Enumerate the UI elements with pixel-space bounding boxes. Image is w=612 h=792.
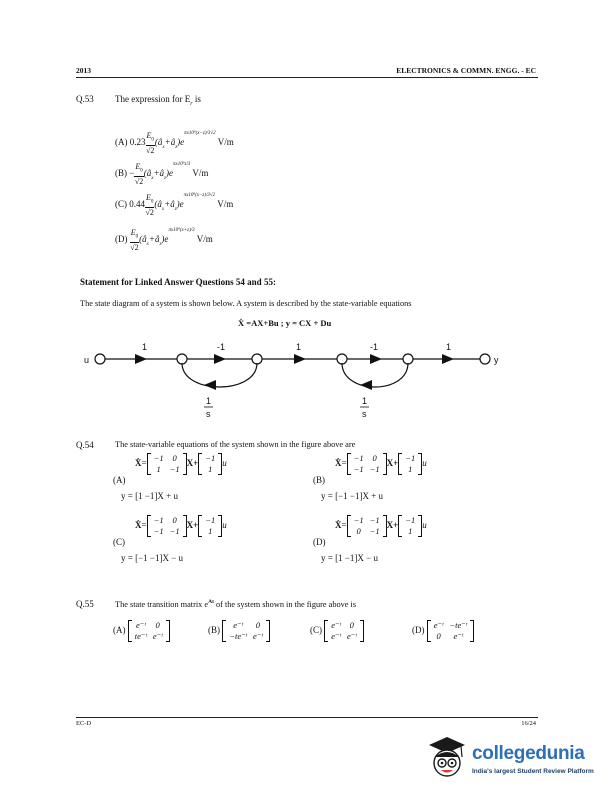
option-label: (D)	[313, 537, 326, 547]
matrix-cell: −1	[353, 453, 364, 463]
e0-fraction: $\frac{E_0}{√2}$	[146, 131, 155, 155]
matrix-cell: 1	[408, 526, 413, 536]
matrix-cell: −1	[153, 453, 164, 463]
matrix-cell: −1	[205, 515, 216, 525]
feedback-loop-2	[342, 363, 408, 387]
gain-4: -1	[370, 342, 379, 352]
matrix-cell: te⁻ᵗ	[134, 631, 147, 641]
header-rule	[76, 77, 538, 78]
state-equation: Ẋ= −1 0 1 −1 X+ −1 1 u	[135, 453, 227, 474]
unit-vector: $(â_x+â_z)e$	[139, 233, 169, 247]
transition-matrix	[128, 620, 170, 642]
option-label: (C)	[310, 625, 322, 636]
footer-page: 16/24	[521, 720, 536, 727]
option-label: (D)	[412, 625, 425, 636]
matrix-cell: e⁻ᵗ	[433, 620, 444, 630]
gain-2: -1	[217, 342, 226, 352]
option-label: (B)	[208, 625, 220, 636]
a-matrix	[147, 515, 187, 537]
q55-text: The state transition matrix $e^{At}$ of the system shown in the figure above is	[115, 599, 357, 609]
option-unit: V/m	[217, 136, 234, 147]
gain-5: 1	[446, 342, 452, 352]
e0-fraction: $\frac{E_0}{√2}$	[134, 162, 144, 186]
q55-number: Q.55	[76, 599, 94, 609]
transition-matrix	[324, 620, 363, 642]
feedback-loop-1	[182, 363, 257, 387]
matrix-cell: e⁻ᵗ	[453, 631, 464, 641]
output-label: y	[494, 355, 499, 365]
matrix-cell: −1	[205, 453, 216, 463]
header-year: 2013	[76, 66, 91, 75]
option-coef: 0.44	[129, 198, 145, 209]
footer-rule	[76, 717, 538, 718]
matrix-cell: −1	[169, 464, 180, 474]
node-2	[252, 354, 262, 364]
arrow-2	[214, 354, 226, 364]
q53-option-c[interactable]	[115, 193, 233, 217]
output-equation: y = [1 −1]X − u	[321, 553, 378, 563]
matrix-cell: 1	[408, 464, 413, 474]
a-matrix	[347, 515, 387, 537]
arrow-1	[135, 354, 147, 364]
option-label: (B)	[313, 475, 325, 485]
option-label: (B)	[115, 167, 127, 178]
q53-option-b[interactable]	[115, 162, 208, 186]
gain-1: 1	[142, 342, 148, 352]
brand-logo[interactable]	[425, 735, 605, 785]
matrix-cell: 1	[208, 526, 213, 536]
matrix-cell: e⁻ᵗ	[346, 631, 357, 641]
b-matrix	[198, 453, 222, 475]
transition-matrix	[427, 620, 474, 642]
matrix-cell: −te⁻ᵗ	[229, 631, 248, 641]
feedback-1-den: s	[206, 409, 211, 419]
q53-number: Q.53	[76, 94, 94, 104]
matrix-cell: e⁻ᵗ	[135, 620, 146, 630]
node-output	[480, 354, 490, 364]
matrix-cell: e⁻ᵗ	[152, 631, 163, 641]
node-4	[403, 354, 413, 364]
unit-vector: $(â_x+â_z)e$	[154, 198, 184, 212]
matrix-cell: e⁻ᵗ	[331, 631, 341, 641]
q55-option-c[interactable]	[310, 620, 364, 642]
q54-text: The state-variable equations of the system shown in the figure above are	[115, 440, 356, 449]
b-matrix	[198, 515, 222, 537]
feedback-arrow-2	[360, 380, 372, 390]
q53-option-a[interactable]	[115, 131, 234, 155]
matrix-cell: −1	[153, 515, 164, 525]
linked-statement: The state diagram of a system is shown below. A system is described by the state-variable equations	[80, 299, 412, 308]
feedback-2-den: s	[362, 409, 367, 419]
matrix-cell: 0	[436, 631, 441, 641]
option-label: (A)	[113, 475, 126, 485]
b-matrix	[398, 515, 422, 537]
e0-fraction: $\frac{E_0}{√2}$	[145, 193, 154, 217]
matrix-cell: −1	[353, 515, 364, 525]
e0-fraction: $\frac{E_0}{√2}$	[130, 228, 139, 252]
option-unit: V/m	[217, 198, 234, 209]
matrix-cell: 0	[255, 620, 261, 630]
option-label: (A)	[113, 625, 126, 636]
feedback-1-num: 1	[206, 396, 212, 406]
state-equation: Ẋ= −1 −1 0 −1 X+ −1 1 u	[335, 515, 427, 536]
arrow-5	[442, 354, 454, 364]
matrix-cell: −1	[369, 464, 380, 474]
mascot-icon	[425, 735, 469, 785]
matrix-cell: 0	[172, 515, 177, 525]
unit-vector: $(â_x+â_z)e$	[143, 167, 173, 181]
node-3	[337, 354, 347, 364]
gain-3: 1	[296, 342, 302, 352]
a-matrix	[347, 453, 387, 475]
matrix-cell: 0	[349, 620, 354, 630]
exponent: πx10⁹(x+z)/3	[168, 228, 195, 233]
arrow-4	[370, 354, 382, 364]
matrix-cell: 0	[372, 453, 377, 463]
option-coef: 0.23	[129, 136, 146, 147]
q55-option-a[interactable]	[113, 620, 170, 642]
matrix-cell: −1	[353, 464, 364, 474]
transition-matrix	[222, 620, 269, 642]
matrix-cell: −te⁻ᵗ	[449, 620, 468, 630]
matrix-cell: 0	[155, 620, 160, 630]
output-equation: y = [−1 −1]X − u	[121, 553, 184, 563]
q53-option-d[interactable]	[115, 228, 213, 252]
a-matrix	[147, 453, 187, 475]
q55-option-d[interactable]	[412, 620, 474, 642]
feedback-2-num: 1	[362, 396, 368, 406]
option-unit: V/m	[196, 233, 213, 244]
matrix-cell: 0	[356, 526, 361, 536]
option-unit: V/m	[192, 167, 209, 178]
linked-heading: Statement for Linked Answer Questions 54 and 55:	[80, 277, 276, 287]
q54-number: Q.54	[76, 440, 94, 450]
node-input	[95, 354, 105, 364]
output-equation: y = [−1 −1]X + u	[321, 491, 384, 501]
brand-tagline: India's largest Student Review Platform	[472, 768, 594, 775]
matrix-cell: −1	[369, 515, 380, 525]
exponent: πx10⁹z/3	[172, 162, 191, 167]
exponent: πx10⁹(x−z)/3√2	[184, 131, 216, 136]
state-diagram	[80, 337, 520, 427]
linked-equation: Ẋ =AX+Bu ; y = CX + Du	[238, 318, 332, 328]
option-minus: −	[129, 167, 135, 178]
matrix-cell: −1	[169, 526, 180, 536]
matrix-cell: e⁻ᵗ	[253, 631, 263, 641]
q53-text: The expression for $E_r$ is	[115, 94, 201, 107]
node-1	[177, 354, 187, 364]
matrix-cell: 0	[172, 453, 177, 463]
state-equation: Ẋ= −1 0 −1 −1 X+ −1 1 u	[135, 515, 227, 536]
option-label: (A)	[115, 136, 128, 147]
matrix-cell: −1	[405, 453, 416, 463]
input-label: u	[84, 355, 90, 365]
feedback-arrow-1	[204, 380, 216, 390]
unit-vector: $(â_x+â_z)e$	[154, 136, 185, 150]
output-equation: y = [1 −1]X + u	[121, 491, 178, 501]
matrix-cell: −1	[405, 515, 416, 525]
header-subject: ELECTRONICS & COMMN. ENGG. - EC	[396, 66, 536, 75]
matrix-cell: −1	[153, 526, 164, 536]
option-label: (D)	[115, 233, 128, 244]
b-matrix	[398, 453, 422, 475]
state-equation: Ẋ= −1 0 −1 −1 X+ −1 1 u	[335, 453, 427, 474]
matrix-cell: −1	[369, 526, 380, 536]
brand-name: collegedunia	[472, 743, 585, 764]
matrix-cell: e⁻ᵗ	[331, 620, 341, 630]
matrix-cell: 1	[208, 464, 213, 474]
arrow-3	[294, 354, 306, 364]
matrix-cell: e⁻ᵗ	[233, 620, 243, 630]
q55-option-b[interactable]	[208, 620, 270, 642]
matrix-cell: 1	[156, 464, 161, 474]
exponent: πx10⁹(x−z)/3√2	[183, 193, 216, 198]
option-label: (C)	[113, 537, 125, 547]
footer-code: EC-D	[76, 720, 92, 727]
option-label: (C)	[115, 198, 127, 209]
